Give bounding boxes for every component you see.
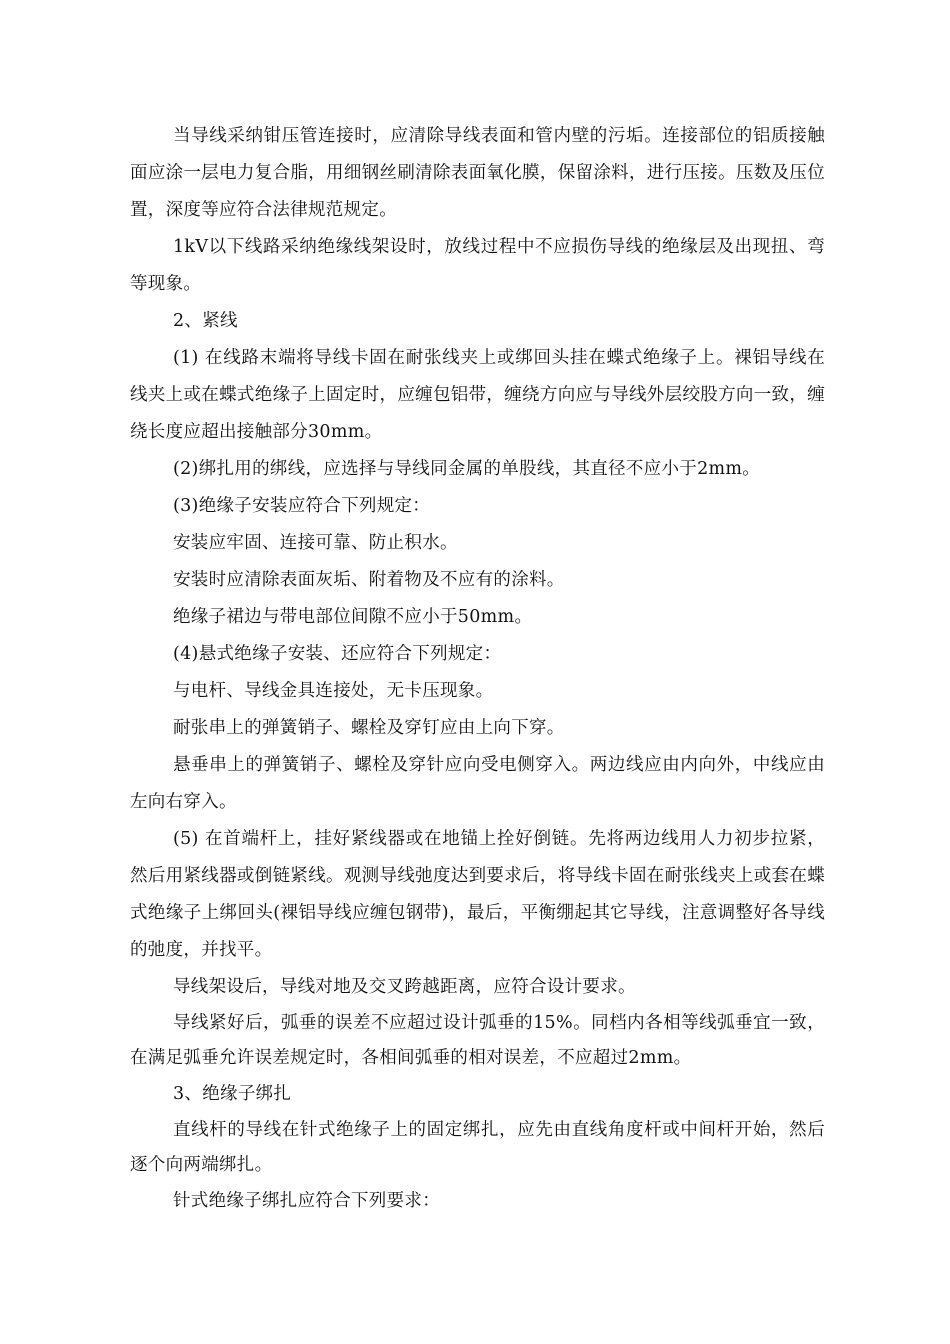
section-heading-tightening: 2、紧线 <box>173 311 238 331</box>
list-item-1: (1) 在线路末端将导线卡固在耐张线夹上或绑回头挂在蝶式绝缘子上。裸铝导线在线夹上或在蝶式绝缘子上固定时，应缠包铝带，缠绕方向应与导线外层绞股方向一致，缠绕长度应超出接触部分30mm。 <box>130 348 825 442</box>
list-item-5: (5) 在首端杆上，挂好紧线器或在地锚上拴好倒链。先将两边线用人力初步拉紧，然后用紧线器或倒链紧线。观测导线弛度达到要求后，将导线卡固在耐张线夹上或套在蝶式绝缘子上绑回头(裸铝导线应缠包钢带)，最后，平衡绷起其它导线，注意调整好各导线的弛度，并找平。 <box>130 829 825 960</box>
rule-item: 与电杆、导线金具连接处，无卡压现象。 <box>173 681 494 701</box>
rule-item: 绝缘子裙边与带电部位间隙不应小于50mm。 <box>173 607 533 627</box>
rule-item: 耐张串上的弹簧销子、螺栓及穿钉应由上向下穿。 <box>173 718 565 738</box>
document-body <box>130 118 825 1220</box>
list-item-2: (2)绑扎用的绑线，应选择与导线同金属的单股线，其直径不应小于2mm。 <box>173 459 761 479</box>
list-item-4: (4)悬式绝缘子安装、还应符合下列规定： <box>173 644 502 664</box>
list-item-3: (3)绝缘子安装应符合下列规定： <box>173 496 431 516</box>
section-heading-insulator-binding: 3、绝缘子绑扎 <box>173 1084 292 1104</box>
paragraph-binding-order: 直线杆的导线在针式绝缘子上的固定绑扎，应先由直线角度杆或中间杆开始，然后逐个向两端绑扎。 <box>130 1120 825 1175</box>
paragraph-sag-error: 导线紧好后，弧垂的误差不应超过设计弧垂的15%。同档内各相等线弧垂宜一致，在满足弧垂允许误差规定时，各相间弧垂的相对误差，不应超过2mm。 <box>130 1013 825 1068</box>
paragraph-clearance: 导线架设后，导线对地及交叉跨越距离，应符合设计要求。 <box>173 977 636 997</box>
rule-item: 安装应牢固、连接可靠、防止积水。 <box>173 533 458 553</box>
rule-item: 安装时应清除表面灰垢、附着物及不应有的涂料。 <box>173 570 565 590</box>
rule-item: 悬垂串上的弹簧销子、螺栓及穿针应向受电侧穿入。两边线应由内向外，中线应由左向右穿入。 <box>130 755 825 812</box>
paragraph-insulated-wire: 1kV以下线路采纳绝缘线架设时，放线过程中不应损伤导线的绝缘层及出现扭、弯等现象。 <box>130 237 825 294</box>
paragraph-crimp-connection: 当导线采纳钳压管连接时，应清除导线表面和管内壁的污垢。连接部位的铝质接触面应涂一层电力复合脂，用细钢丝刷清除表面氧化膜，保留涂料，进行压接。压数及压位置，深度等应符合法律规范规定。 <box>130 126 825 220</box>
paragraph-pin-insulator-requirements: 针式绝缘子绑扎应符合下列要求： <box>173 1191 440 1211</box>
